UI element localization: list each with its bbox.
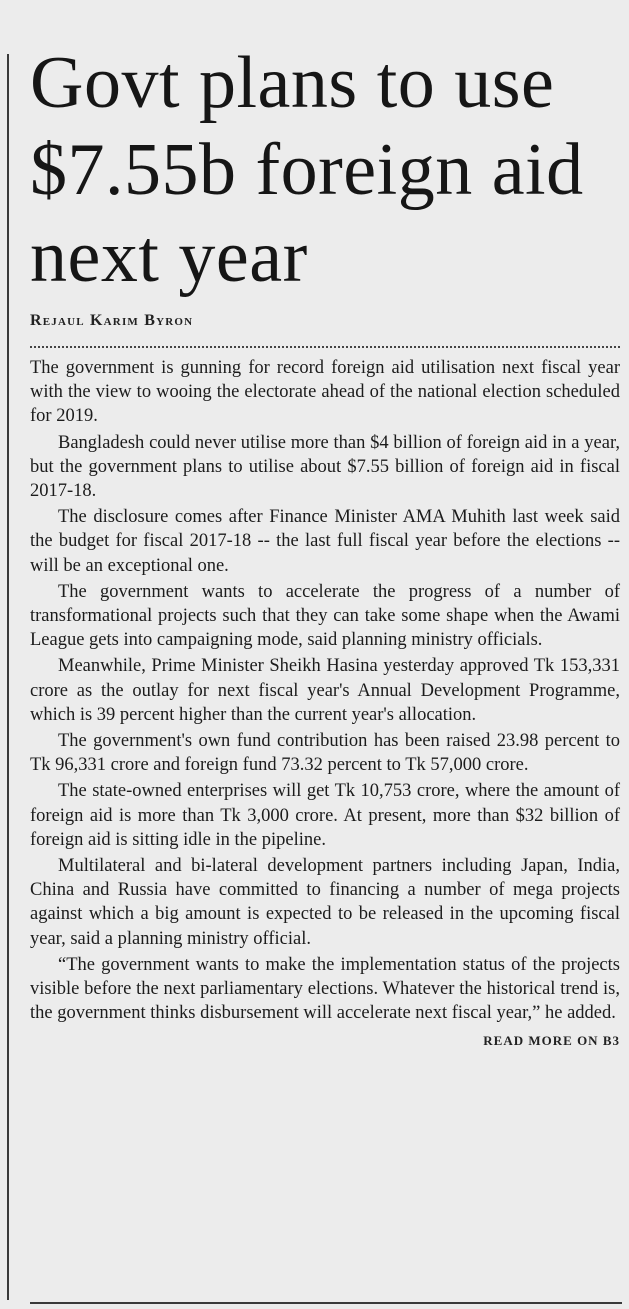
paragraph-6: The government's own fund contribution has been raised 23.98 percent to Tk 96,331 crore and foreign fund 73.32 percent to Tk 57,000 crore. bbox=[30, 731, 620, 776]
read-more-link[interactable]: READ MORE ON B3 bbox=[483, 1033, 620, 1049]
paragraph-2: Bangladesh could never utilise more than $4 billion of foreign aid in a year, but the government plans to utilise about $7.55 billion of foreign aid in fiscal 2017-18. bbox=[30, 432, 620, 502]
paragraph-5: Meanwhile, Prime Minister Sheikh Hasina yesterday approved Tk 153,331 crore as the outlay for next fiscal year's Annual Development Programme, which is 39 percent higher than the current year's allocation. bbox=[30, 656, 620, 725]
bottom-rule bbox=[30, 1302, 622, 1304]
paragraph-7: The state-owned enterprises will get Tk 10,753 crore, where the amount of foreign aid is more than Tk 3,000 crore. At present, more than $32 billion of foreign aid is sitting idle in the pipeline. bbox=[30, 781, 620, 850]
paragraph-4: The government wants to accelerate the progress of a number of transformational projects such that they can take some shape when the Awami League gets into campaigning mode, said planning ministry officials. bbox=[30, 581, 620, 651]
paragraph-3: The disclosure comes after Finance Minister AMA Muhith last week said the budget for fiscal 2017-18 -- the last full fiscal year before the elections -- will be an exceptional one. bbox=[30, 507, 620, 576]
paragraph-8: Multilateral and bi-lateral development partners including Japan, India, China and Russia have committed to financing a number of mega projects against which a big amount is expected to be released in the upcoming fiscal year, said a planning ministry official. bbox=[30, 856, 620, 949]
paragraph-1: The government is gunning for record foreign aid utilisation next fiscal year with the view to wooing the electorate ahead of the national election scheduled for 2019. bbox=[30, 358, 620, 427]
headline: Govt plans to use $7.55b foreign aid next year bbox=[30, 42, 584, 298]
article-body bbox=[30, 356, 620, 1025]
paragraph-9: “The government wants to make the implementation status of the projects visible before the next parliamentary elections. Whatever the historical trend is, the government thinks disbursement will accelerate next fiscal year,” he added. bbox=[30, 954, 620, 1024]
news-article bbox=[30, 40, 620, 1049]
byline: Rejaul Karim Byron bbox=[30, 312, 194, 329]
left-column-rule bbox=[7, 54, 9, 1300]
dotted-separator bbox=[30, 346, 620, 348]
